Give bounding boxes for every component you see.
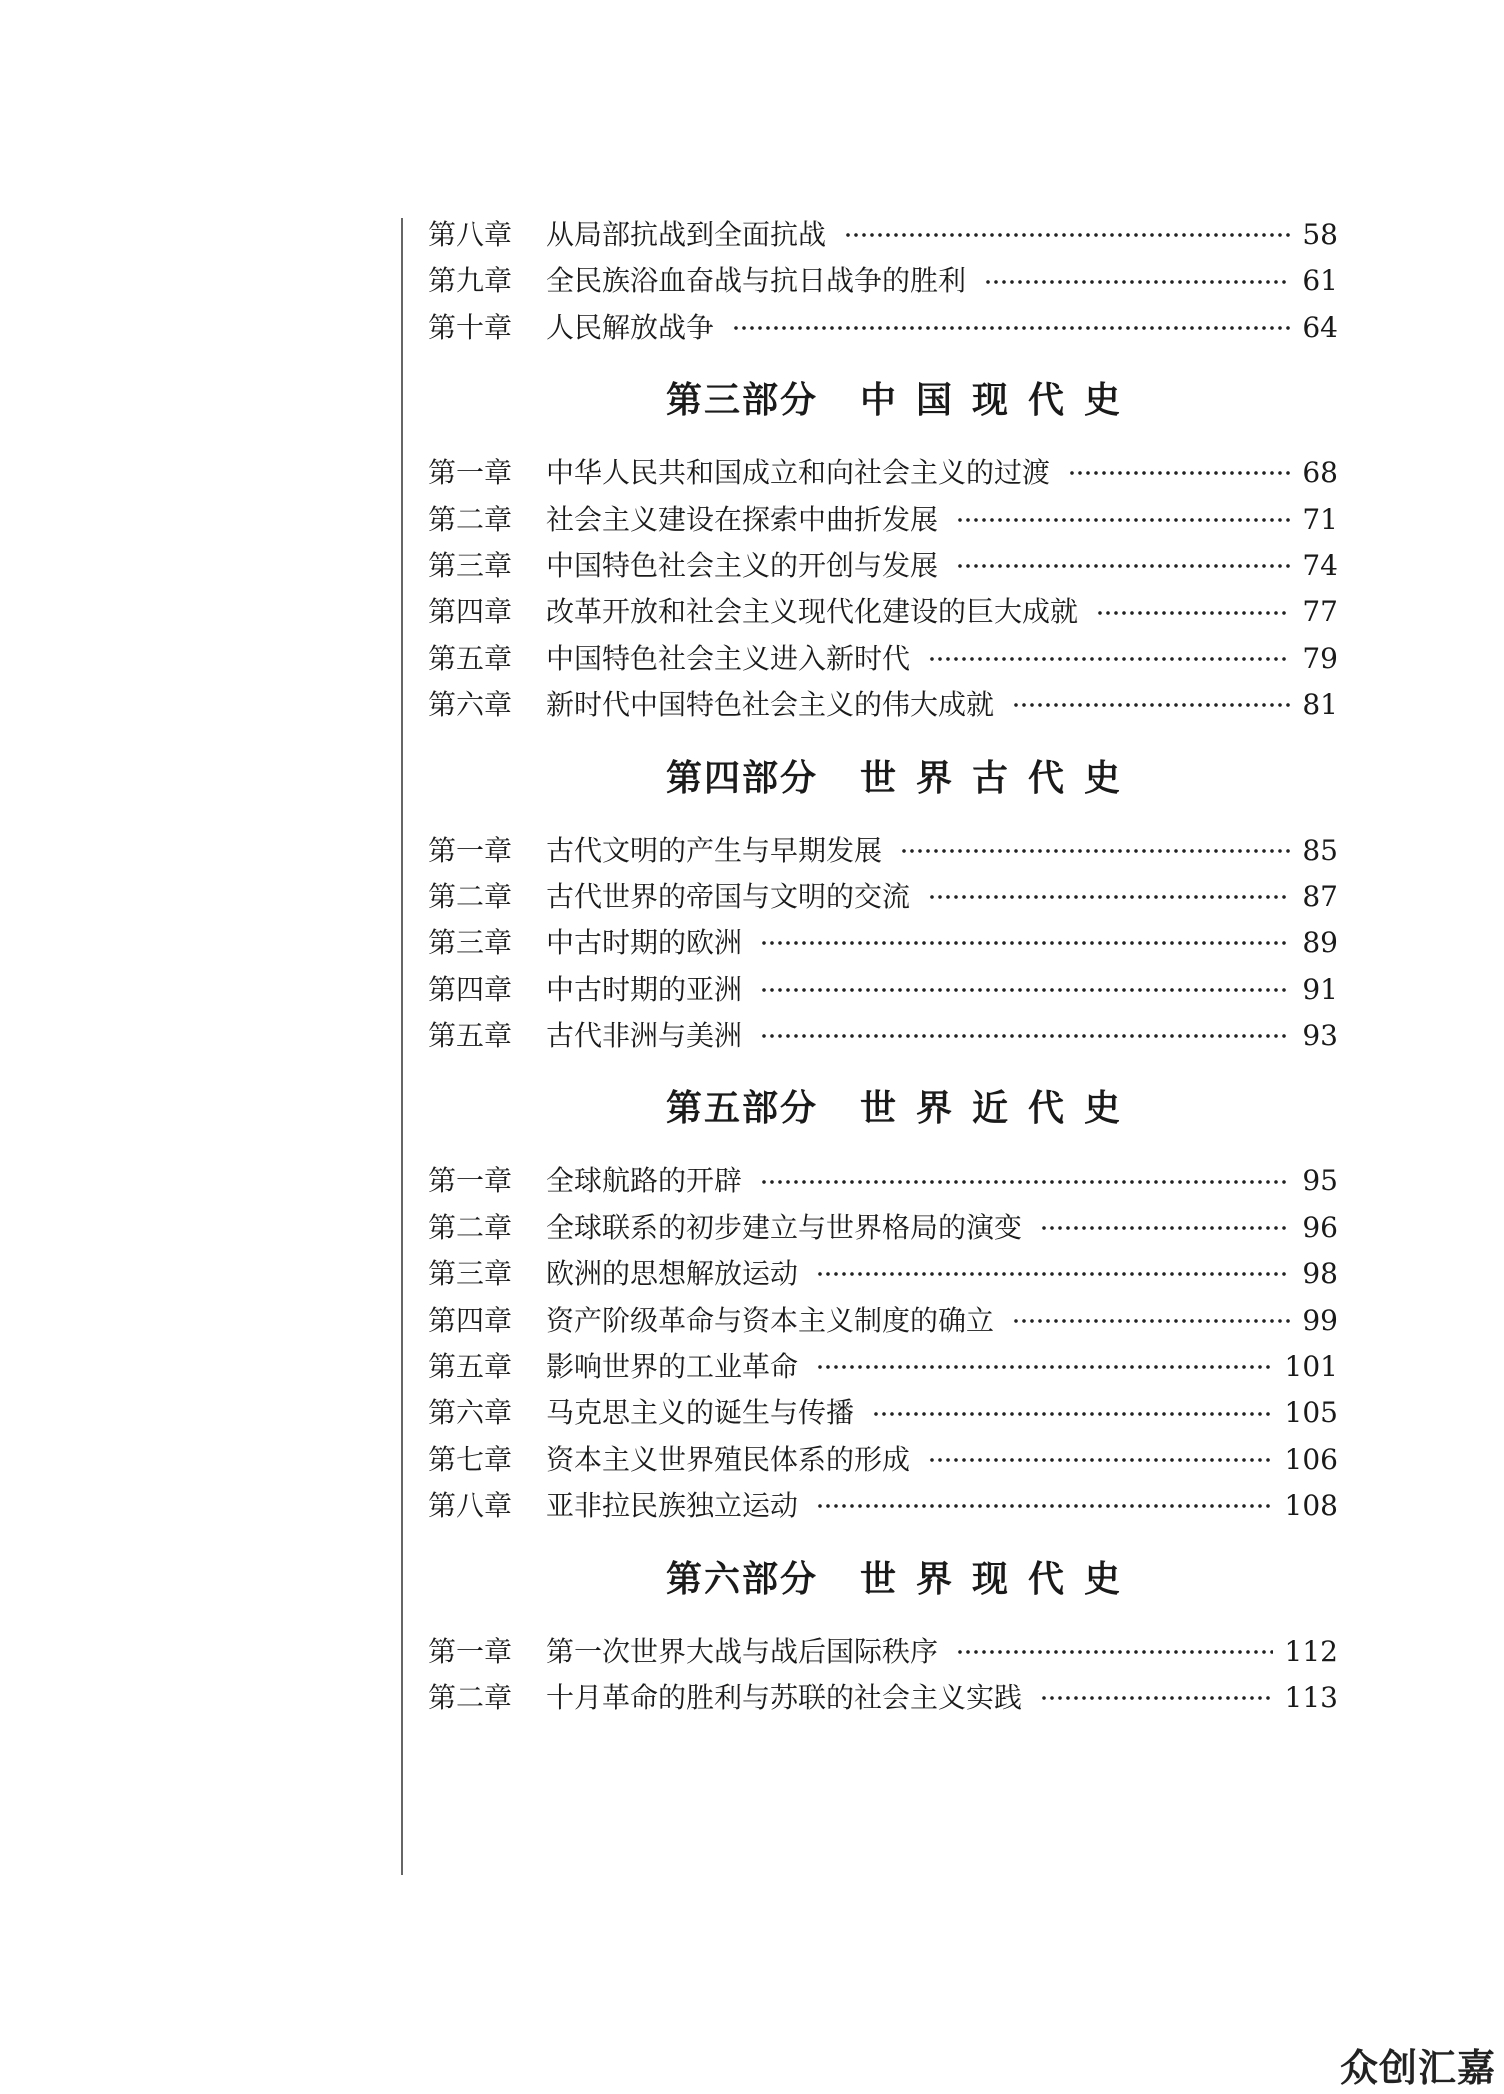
chapter-number: 第三章 (428, 1257, 513, 1291)
chapter-title: 改革开放和社会主义现代化建设的巨大成就 (546, 595, 1079, 629)
chapter-number: 第二章 (428, 1680, 513, 1714)
watermark-logo: 众创汇嘉 (1339, 2046, 1496, 2090)
toc-entry[interactable] (428, 1483, 1338, 1529)
chapter-title: 古代非洲与美洲 (546, 1019, 743, 1053)
page-number: 96 (1302, 1210, 1338, 1244)
chapter-title: 社会主义建设在探索中曲折发展 (546, 502, 939, 536)
page-number: 98 (1302, 1257, 1338, 1291)
chapter-title: 中华人民共和国成立和向社会主义的过渡 (546, 456, 1051, 490)
chapter-title: 第一次世界大战与战后国际秩序 (546, 1634, 939, 1668)
chapter-number: 第八章 (428, 218, 513, 251)
part-label: 第四部分 (665, 757, 818, 799)
toc-entry[interactable] (428, 1205, 1338, 1251)
chapter-title: 影响世界的工业革命 (546, 1350, 799, 1384)
page-number: 108 (1284, 1489, 1338, 1523)
part-name: 中国现代史 (860, 380, 1141, 422)
dot-leader (1096, 608, 1290, 618)
dot-leader (928, 1455, 1273, 1465)
chapter-number: 第一章 (428, 456, 513, 490)
page-number: 81 (1302, 688, 1338, 722)
chapter-number: 第一章 (428, 833, 513, 867)
dot-leader (760, 985, 1290, 995)
part-heading (428, 351, 1338, 444)
page-number: 106 (1284, 1442, 1338, 1476)
toc-entry[interactable] (428, 497, 1338, 543)
chapter-title: 古代文明的产生与早期发展 (546, 833, 883, 867)
chapter-title: 马克思主义的诞生与传播 (546, 1396, 855, 1430)
toc-entry[interactable] (428, 543, 1338, 589)
toc-entry[interactable] (428, 920, 1338, 966)
chapter-number: 第六章 (428, 1396, 513, 1430)
page-number: 64 (1302, 310, 1338, 344)
page-number: 74 (1302, 548, 1338, 582)
table-of-contents (428, 212, 1338, 1721)
part-name: 世界现代史 (860, 1558, 1141, 1600)
page-number: 68 (1302, 456, 1338, 490)
toc-entry[interactable] (428, 1344, 1338, 1390)
chapter-number: 第二章 (428, 879, 513, 913)
dot-leader (816, 1269, 1290, 1279)
page-number: 85 (1302, 833, 1338, 867)
chapter-title: 全球联系的初步建立与世界格局的演变 (546, 1210, 1023, 1244)
dot-leader (816, 1362, 1273, 1372)
dot-leader (956, 1647, 1273, 1657)
page-number: 58 (1302, 218, 1338, 251)
toc-entry[interactable] (428, 828, 1338, 874)
chapter-number: 第一章 (428, 1634, 513, 1668)
toc-entry[interactable] (428, 212, 1338, 258)
page-number: 101 (1284, 1350, 1338, 1384)
toc-entry[interactable] (428, 1390, 1338, 1436)
chapter-number: 第二章 (428, 1210, 513, 1244)
chapter-title: 古代世界的帝国与文明的交流 (546, 879, 911, 913)
dot-leader (1012, 1316, 1290, 1326)
page-number: 95 (1302, 1164, 1338, 1198)
toc-entry[interactable] (428, 1251, 1338, 1297)
chapter-number: 第一章 (428, 1164, 513, 1198)
dot-leader (1068, 468, 1290, 478)
dot-leader (900, 846, 1290, 856)
chapter-number: 第三章 (428, 548, 513, 582)
part-label: 第三部分 (665, 380, 818, 422)
chapter-title: 亚非拉民族独立运动 (546, 1489, 799, 1523)
page-number: 105 (1284, 1396, 1338, 1430)
dot-leader (760, 1031, 1290, 1041)
part-heading (428, 1059, 1338, 1152)
margin-rule (401, 218, 403, 1875)
dot-leader (956, 515, 1290, 525)
chapter-number: 第十章 (428, 310, 513, 344)
part-name: 世界古代史 (860, 757, 1141, 799)
dot-leader (928, 892, 1290, 902)
dot-leader (844, 230, 1290, 240)
chapter-number: 第四章 (428, 1303, 513, 1337)
chapter-title: 新时代中国特色社会主义的伟大成就 (546, 688, 995, 722)
toc-entry[interactable] (428, 874, 1338, 920)
chapter-title: 中古时期的欧洲 (546, 926, 743, 960)
toc-entry[interactable] (428, 1158, 1338, 1204)
chapter-title: 中古时期的亚洲 (546, 972, 743, 1006)
dot-leader (872, 1409, 1273, 1419)
dot-leader (732, 323, 1290, 333)
dot-leader (1040, 1693, 1273, 1703)
page-number: 71 (1302, 502, 1338, 536)
chapter-title: 中国特色社会主义进入新时代 (546, 641, 911, 675)
chapter-number: 第五章 (428, 1019, 513, 1053)
toc-entry[interactable] (428, 258, 1338, 304)
chapter-title: 中国特色社会主义的开创与发展 (546, 548, 939, 582)
chapter-title: 全民族浴血奋战与抗日战争的胜利 (546, 264, 967, 298)
part-label: 第六部分 (665, 1558, 818, 1600)
chapter-title: 欧洲的思想解放运动 (546, 1257, 799, 1291)
chapter-number: 第七章 (428, 1442, 513, 1476)
chapter-number: 第八章 (428, 1489, 513, 1523)
page-number: 79 (1302, 641, 1338, 675)
page-number: 112 (1284, 1634, 1338, 1668)
chapter-number: 第五章 (428, 1350, 513, 1384)
part-heading (428, 729, 1338, 822)
dot-leader (760, 1177, 1290, 1187)
page-number: 61 (1302, 264, 1338, 298)
chapter-number: 第二章 (428, 502, 513, 536)
chapter-title: 资产阶级革命与资本主义制度的确立 (546, 1303, 995, 1337)
page-number: 89 (1302, 926, 1338, 960)
chapter-title: 十月革命的胜利与苏联的社会主义实践 (546, 1680, 1023, 1714)
page-number: 91 (1302, 972, 1338, 1006)
toc-entry[interactable] (428, 1013, 1338, 1059)
dot-leader (1012, 700, 1290, 710)
chapter-number: 第九章 (428, 264, 513, 298)
toc-entry[interactable] (428, 1298, 1338, 1344)
dot-leader (984, 277, 1290, 287)
chapter-title: 资本主义世界殖民体系的形成 (546, 1442, 911, 1476)
part-heading (428, 1530, 1338, 1623)
toc-entry[interactable] (428, 1629, 1338, 1675)
toc-entry[interactable] (428, 589, 1338, 635)
dot-leader (928, 654, 1290, 664)
toc-entry[interactable] (428, 636, 1338, 682)
chapter-title: 从局部抗战到全面抗战 (546, 218, 827, 251)
chapter-number: 第五章 (428, 641, 513, 675)
page-number: 77 (1302, 595, 1338, 629)
dot-leader (816, 1501, 1273, 1511)
toc-entry[interactable] (428, 1437, 1338, 1483)
page-number: 87 (1302, 879, 1338, 913)
page-number: 113 (1284, 1680, 1338, 1714)
chapter-number: 第六章 (428, 688, 513, 722)
page-number: 99 (1302, 1303, 1338, 1337)
chapter-title: 人民解放战争 (546, 310, 715, 344)
page-number: 93 (1302, 1019, 1338, 1053)
dot-leader (1040, 1223, 1290, 1233)
chapter-number: 第四章 (428, 595, 513, 629)
toc-entry[interactable] (428, 967, 1338, 1013)
toc-entry[interactable] (428, 450, 1338, 496)
chapter-title: 全球航路的开辟 (546, 1164, 743, 1198)
toc-entry[interactable] (428, 1675, 1338, 1721)
chapter-number: 第四章 (428, 972, 513, 1006)
dot-leader (760, 938, 1290, 948)
chapter-number: 第三章 (428, 926, 513, 960)
part-name: 世界近代史 (860, 1088, 1141, 1130)
part-label: 第五部分 (665, 1088, 818, 1130)
toc-entry[interactable] (428, 682, 1338, 728)
toc-entry[interactable] (428, 305, 1338, 351)
dot-leader (956, 561, 1290, 571)
